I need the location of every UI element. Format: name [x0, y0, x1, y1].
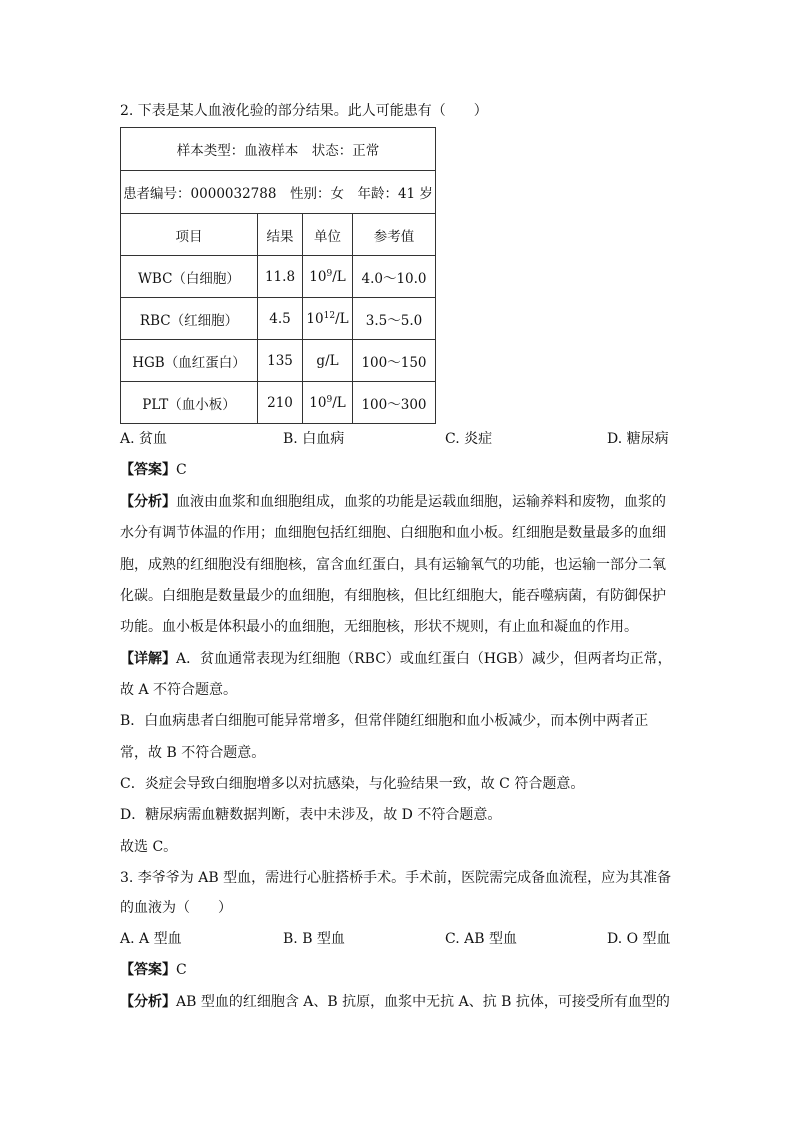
table-row — [121, 382, 436, 424]
patient-info-row: 患者编号：0000032788 性别：女 年龄：41 岁 — [121, 171, 436, 214]
table-row — [121, 340, 436, 382]
question-2-analysis-line: 功能。血小板是体积最小的血细胞，无细胞核，形状不规则，有止血和凝血的作用。 — [120, 619, 638, 635]
unit-cell: g/L — [303, 340, 353, 382]
analysis-label: 【分析】 — [120, 494, 176, 510]
table-row — [121, 256, 436, 298]
detail-label: 【详解】 — [120, 651, 176, 667]
result-cell: 4.5 — [258, 298, 303, 340]
question-2-detail-line: 故 A 不符合题意。 — [120, 682, 238, 698]
option-a: A. A 型血 — [120, 931, 182, 947]
answer-value: C — [176, 962, 187, 978]
table-header-row — [121, 214, 436, 256]
result-cell: 11.8 — [258, 256, 303, 298]
question-2-stem: 2. 下表是某人血液化验的部分结果。此人可能患有（ ） — [120, 103, 488, 119]
answer-label: 【答案】 — [120, 462, 176, 478]
header-result: 结果 — [258, 214, 303, 256]
question-3-stem: 3. 李爷爷为 AB 型血，需进行心脏搭桥手术。手术前，医院需完成备血流程，应为其准备 — [120, 870, 672, 886]
answer-value: C — [176, 462, 187, 478]
result-cell: 135 — [258, 340, 303, 382]
item-cell: PLT（血小板） — [121, 382, 258, 424]
question-2-conclusion: 故选 C。 — [120, 839, 178, 855]
question-2-analysis-line: 胞，成熟的红细胞没有细胞核，富含血红蛋白，具有运输氧气的功能，也运输一部分二氧 — [120, 557, 666, 573]
option-c: C. 炎症 — [445, 431, 493, 447]
item-cell: RBC（红细胞） — [121, 298, 258, 340]
option-a: A. 贫血 — [120, 431, 168, 447]
question-2-detail-line: 常，故 B 不符合题意。 — [120, 745, 266, 761]
option-b: B. 白血病 — [283, 431, 345, 447]
question-2-detail-line: B．白血病患者白细胞可能异常增多，但常伴随红细胞和血小板减少，而本例中两者正 — [120, 713, 649, 729]
question-2-detail-line: 【详解】A．贫血通常表现为红细胞（RBC）或血红蛋白（HGB）减少，但两者均正常， — [120, 651, 672, 667]
answer-label: 【答案】 — [120, 962, 176, 978]
item-cell: HGB（血红蛋白） — [121, 340, 258, 382]
option-c: C. AB 型血 — [445, 931, 517, 947]
analysis-label: 【分析】 — [120, 994, 176, 1010]
item-cell: WBC（白细胞） — [121, 256, 258, 298]
unit-cell: $10^{12}/L$ — [303, 298, 353, 340]
result-cell: 210 — [258, 382, 303, 424]
option-d: D. O 型血 — [607, 931, 671, 947]
reference-cell: 100～150 — [353, 340, 436, 382]
header-unit: 单位 — [303, 214, 353, 256]
question-2-analysis-line: 【分析】血液由血浆和血细胞组成，血浆的功能是运载血细胞，运输养料和废物，血浆的 — [120, 494, 666, 510]
question-3-analysis-line: 【分析】AB 型血的红细胞含 A、B 抗原，血浆中无抗 A、抗 B 抗体，可接受所有血型的 — [120, 994, 670, 1010]
blood-test-table — [120, 127, 436, 424]
question-2-analysis-line: 水分有调节体温的作用；血细胞包括红细胞、白细胞和血小板。红细胞是数量最多的血细 — [120, 525, 666, 541]
question-2-detail-line: D．糖尿病需血糖数据判断，表中未涉及，故 D 不符合题意。 — [120, 807, 502, 823]
question-2-analysis-line: 化碳。白细胞是数量最少的血细胞，有细胞核，但比红细胞大，能吞噬病菌，有防御保护 — [120, 588, 666, 604]
option-b: B. B 型血 — [283, 931, 345, 947]
question-3-stem: 的血液为（ ） — [120, 900, 232, 916]
option-d: D. 糖尿病 — [607, 431, 669, 447]
reference-cell: 100～300 — [353, 382, 436, 424]
unit-cell: $10^9/L$ — [303, 382, 353, 424]
sample-type-row: 样本类型：血液样本 状态：正常 — [121, 128, 436, 171]
header-reference: 参考值 — [353, 214, 436, 256]
question-3-answer — [120, 960, 187, 980]
header-item: 项目 — [121, 214, 258, 256]
reference-cell: 3.5～5.0 — [353, 298, 436, 340]
reference-cell: 4.0～10.0 — [353, 256, 436, 298]
question-2-detail-line: C．炎症会导致白细胞增多以对抗感染，与化验结果一致，故 C 符合题意。 — [120, 776, 585, 792]
table-row — [121, 298, 436, 340]
unit-cell: $10^9/L$ — [303, 256, 353, 298]
question-2-answer — [120, 460, 187, 480]
